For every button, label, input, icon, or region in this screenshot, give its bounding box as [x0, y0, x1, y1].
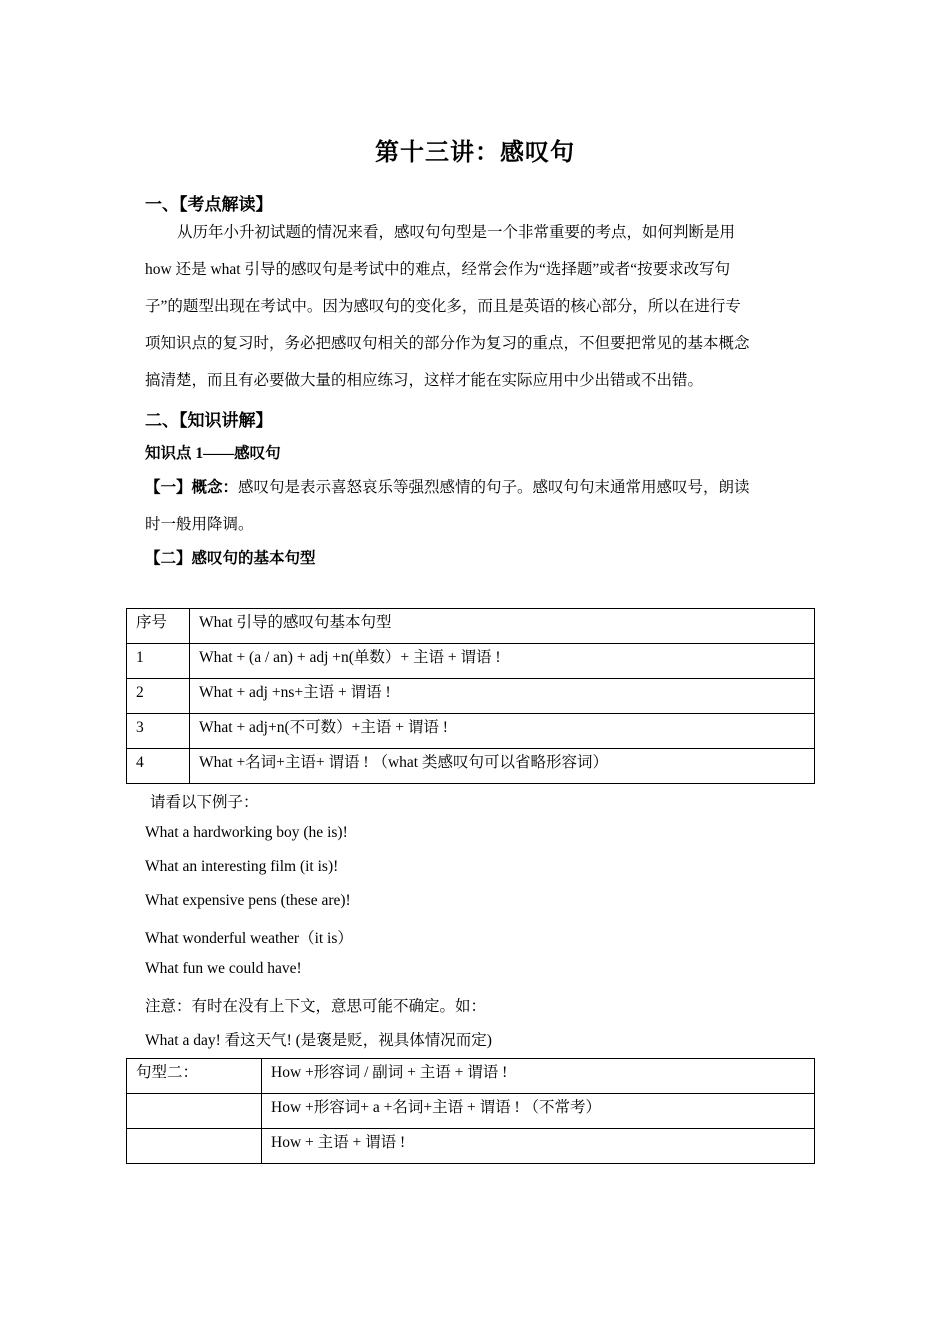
example-sentence: What a hardworking boy (he is)!	[145, 824, 348, 841]
table-row	[127, 644, 815, 679]
paragraph-line: 搞清楚，而且有必要做大量的相应练习，这样才能在实际应用中少出错或不出错。	[145, 372, 704, 389]
section-heading-knowledge: 二、【知识讲解】	[145, 411, 273, 430]
table-cell: 序号	[127, 609, 190, 644]
concept-label: 【一】概念：	[145, 479, 239, 496]
table-row	[127, 749, 815, 784]
concept-line-continued: 时一般用降调。	[145, 516, 254, 533]
paragraph-line: 子”的题型出现在考试中。因为感叹句的变化多，而且是英语的核心部分，所以在进行专	[145, 298, 741, 315]
how-pattern-table	[126, 1058, 815, 1164]
table-cell	[127, 1094, 262, 1129]
example-sentence: What fun we could have!	[145, 960, 302, 977]
table-row	[127, 714, 815, 749]
what-pattern-table	[126, 608, 815, 784]
concept-text: 感叹句是表示喜怒哀乐等强烈感情的句子。感叹句句末通常用感叹号，朗读	[238, 479, 750, 496]
table-cell: What + (a / an) + adj +n(单数）+ 主语 + 谓语 !	[190, 644, 815, 679]
paragraph-line: 从历年小升初试题的情况来看，感叹句句型是一个非常重要的考点，如何判断是用	[177, 224, 736, 241]
table-cell: What +名词+主语+ 谓语 ! （what 类感叹句可以省略形容词）	[190, 749, 815, 784]
knowledge-point-title: 知识点 1——感叹句	[145, 445, 281, 462]
page-title: 第十三讲：感叹句	[375, 140, 575, 166]
example-sentence: What expensive pens (these are)!	[145, 892, 351, 909]
table-cell: 3	[127, 714, 190, 749]
exam-points-paragraph	[145, 214, 810, 399]
table-cell: 4	[127, 749, 190, 784]
paragraph-line: 项知识点的复习时，务必把感叹句相关的部分作为复习的重点，不但要把常见的基本概念	[145, 335, 750, 352]
table-cell: What 引导的感叹句基本句型	[190, 609, 815, 644]
table-row	[127, 1094, 815, 1129]
note-example: What a day! 看这天气! (是褒是贬，视具体情况而定)	[145, 1032, 492, 1049]
table-cell: What + adj+n(不可数）+主语 + 谓语 !	[190, 714, 815, 749]
table-row	[127, 1059, 815, 1094]
table-row	[127, 1129, 815, 1164]
concept-line	[145, 475, 750, 497]
table-cell: What + adj +ns+主语 + 谓语 !	[190, 679, 815, 714]
table-cell: 句型二：	[127, 1059, 262, 1094]
table-row	[127, 679, 815, 714]
table-header-row	[127, 609, 815, 644]
section-heading-exam-points: 一、【考点解读】	[145, 195, 273, 214]
example-sentence: What an interesting film (it is)!	[145, 858, 339, 875]
note-line: 注意：有时在没有上下文，意思可能不确定。如：	[145, 998, 487, 1015]
basic-patterns-label: 【二】感叹句的基本句型	[145, 550, 316, 567]
table-cell: How +形容词 / 副词 + 主语 + 谓语 !	[262, 1059, 815, 1094]
examples-intro: 请看以下例子：	[150, 794, 259, 811]
example-sentence: What wonderful weather（it is）	[145, 930, 353, 947]
table-cell: How + 主语 + 谓语 !	[262, 1129, 815, 1164]
table-cell: How +形容词+ a +名词+主语 + 谓语 ! （不常考）	[262, 1094, 815, 1129]
table-cell	[127, 1129, 262, 1164]
paragraph-line: how 还是 what 引导的感叹句是考试中的难点，经常会作为“选择题”或者“按要求改写句	[145, 261, 731, 278]
table-cell: 1	[127, 644, 190, 679]
table-cell: 2	[127, 679, 190, 714]
